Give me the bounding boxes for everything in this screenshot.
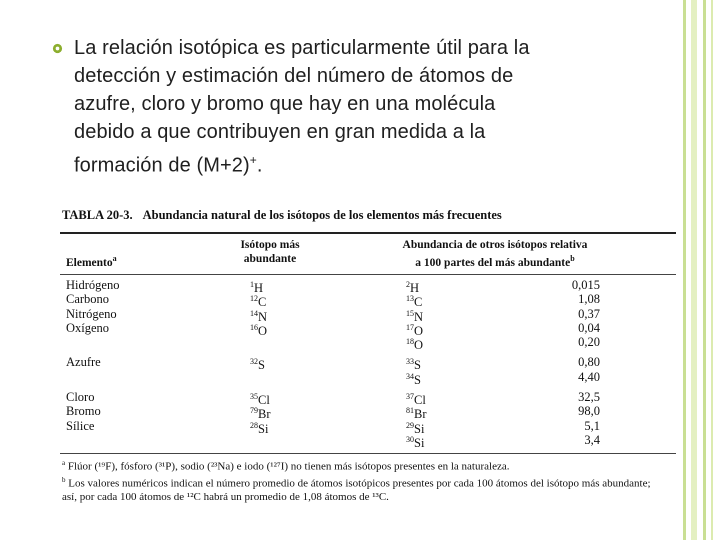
table-row	[60, 418, 676, 436]
cell-element: Bromo	[66, 404, 101, 419]
table-row	[60, 432, 676, 451]
cell-other-isotope: $^{33}$S	[406, 357, 421, 373]
cell-main-isotope: $^{12}$C	[250, 294, 267, 310]
cell-element: Cloro	[66, 390, 95, 405]
footnote-mark: b	[570, 254, 575, 263]
table-row	[60, 355, 676, 373]
cell-abundance-value: 3,4	[584, 432, 600, 447]
bullet-line: La relación isotópica es particularmente útil para la	[74, 37, 530, 59]
cell-other-isotope: $^{13}$C	[406, 294, 423, 310]
cell-abundance-value: 0,37	[578, 306, 600, 321]
cell-other-isotope: $^{17}$O	[406, 322, 424, 339]
decorative-side-bar	[703, 0, 706, 540]
cell-main-isotope: $^{28}$Si	[250, 420, 269, 436]
cell-abundance-value: 32,5	[578, 390, 600, 405]
note-a	[62, 457, 676, 474]
cell-element: Carbono	[66, 292, 110, 307]
table-notes	[60, 457, 676, 503]
cell-abundance-value: 0,04	[578, 320, 600, 335]
cell-main-isotope: $^{14}$N	[250, 308, 268, 324]
cell-other-isotope: $^{30}$Si	[406, 434, 425, 451]
decorative-side-bar	[711, 0, 713, 540]
cell-main-isotope: $^{79}$Br	[250, 406, 271, 422]
bullet-line-text: formación de (M+2)	[74, 154, 250, 177]
bullet-paragraph	[52, 34, 662, 180]
cell-other-isotope: $^{15}$N	[406, 308, 424, 324]
bullet-line: detección y estimación del número de átomos de	[74, 65, 514, 87]
table-row	[60, 369, 676, 387]
cell-main-isotope: $^1$H	[250, 280, 264, 296]
note-b-text: Los valores numéricos indican el número promedio de átomos isotópicos presentes por cada 100 átomos del isótopo más abundante;	[68, 477, 651, 490]
cell-abundance-value: 0,20	[578, 335, 600, 350]
cell-element: Oxígeno	[66, 320, 110, 335]
cell-other-isotope: $^{29}$Si	[406, 420, 425, 436]
header-main-isotope	[220, 238, 320, 266]
header-other-abundance	[360, 238, 630, 270]
table-body	[60, 275, 676, 453]
cell-main-isotope: $^{35}$Cl	[250, 392, 270, 408]
note-a-text: Flúor (¹⁹F), fósforo (³¹P), sodio (²³Na) e iodo (¹²⁷I) no tienen más isótopos presentes en la naturaleza.	[67, 460, 510, 473]
cell-element: Hidrógeno	[66, 278, 120, 292]
cell-element: Sílice	[66, 418, 95, 433]
bullet-line: debido a que contribuyen en gran medida a la	[74, 121, 486, 143]
table-title-text: Abundancia natural de los isótopos de los elementos más frecuentes	[142, 208, 502, 222]
header-element-label: Elemento	[66, 256, 113, 269]
note-b	[62, 474, 676, 491]
table-row	[60, 390, 676, 408]
header-line: Isótopo más	[240, 239, 300, 251]
cell-other-isotope: $^{81}$Br	[406, 406, 427, 422]
table-header	[60, 234, 676, 274]
footnote-mark: b	[62, 475, 66, 484]
bullet-line	[74, 146, 662, 180]
note-b-text-cont: así, por cada 100 átomos de ¹²C habrá un promedio de 1,08 átomos de ¹³C.	[62, 490, 389, 503]
table-number: TABLA 20-3.	[62, 208, 133, 222]
cell-abundance-value: 0,80	[578, 355, 600, 370]
header-line: Abundancia de otros isótopos relativa	[402, 239, 588, 251]
table-row	[60, 335, 676, 353]
isotope-table	[60, 208, 676, 504]
cell-main-isotope: $^{16}$O	[250, 322, 268, 339]
table-row	[60, 292, 676, 310]
table-row	[60, 306, 676, 324]
table-bottom-rule	[60, 453, 676, 454]
cell-abundance-value: 1,08	[578, 292, 600, 307]
bullet-line: azufre, cloro y bromo que hay en una molécula	[74, 93, 496, 115]
footnote-mark: a	[112, 254, 117, 263]
cell-abundance-value: 0,015	[571, 278, 600, 292]
table-title	[62, 208, 676, 223]
table-row	[60, 404, 676, 422]
bullet-text	[74, 34, 662, 180]
cell-main-isotope: $^{32}$S	[250, 357, 265, 373]
cell-element: Azufre	[66, 355, 101, 370]
charge-superscript: +	[249, 153, 257, 167]
bullet-line-period: .	[256, 154, 263, 177]
cell-abundance-value: 4,40	[578, 369, 600, 384]
header-element	[66, 254, 117, 269]
header-line	[360, 252, 630, 270]
cell-other-isotope: $^{34}$S	[406, 371, 421, 387]
cell-element: Nitrógeno	[66, 306, 117, 321]
decorative-side-bar	[691, 0, 697, 540]
gear-bullet-icon	[52, 43, 63, 54]
table-row	[60, 320, 676, 339]
cell-abundance-value: 98,0	[578, 404, 600, 419]
table-row	[60, 278, 676, 296]
decorative-side-bar	[683, 0, 686, 540]
header-line: abundante	[243, 253, 297, 265]
footnote-mark: a	[62, 459, 66, 468]
cell-other-isotope: $^{18}$O	[406, 337, 424, 353]
cell-abundance-value: 5,1	[584, 418, 600, 433]
cell-other-isotope: $^2$H	[406, 280, 420, 296]
cell-other-isotope: $^{37}$Cl	[406, 392, 426, 408]
header-line-text: a 100 partes del más abundante	[415, 256, 571, 269]
